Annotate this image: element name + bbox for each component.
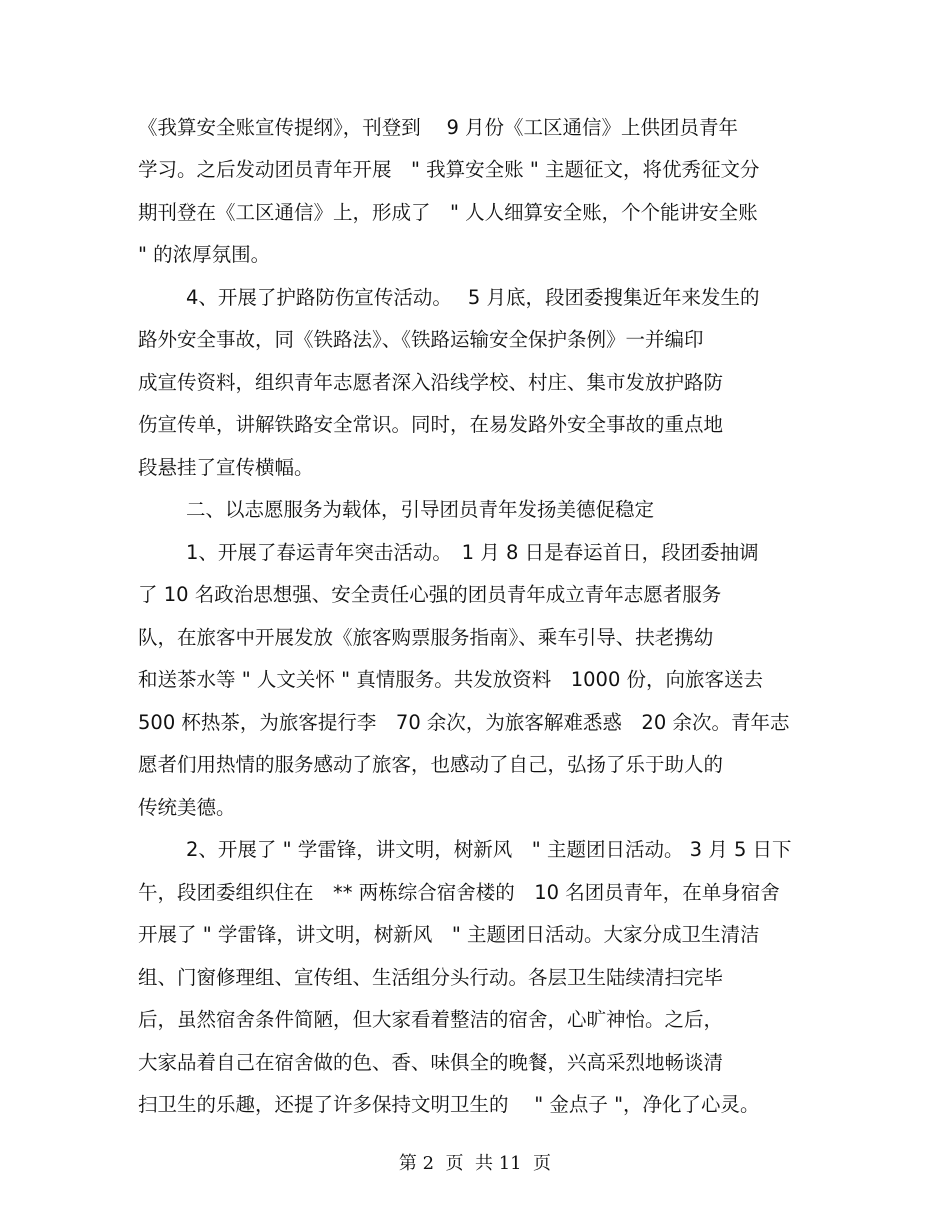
- body-line: 了 10 名政治思想强、安全责任心强的团员青年成立青年志愿者服务: [138, 583, 722, 606]
- body-line: 传统美德。: [138, 796, 236, 819]
- page-footer: 第 2 页 共 11 页: [398, 1153, 552, 1174]
- body-line: 1、开展了春运青年突击活动。 1 月 8 日是春运首日，段团委抽调: [186, 541, 759, 564]
- body-line: " 的浓厚氛围。: [138, 243, 271, 266]
- body-line: 2、开展了 " 学雷锋，讲文明，树新风 " 主题团日活动。 3 月 5 日下: [186, 838, 792, 861]
- body-line: 路外安全事故，同《铁路法》、《铁路运输安全保护条例》一并编印: [138, 328, 704, 351]
- body-line: 500 杯热茶，为旅客提行李 70 余次，为旅客解难悉惑 20 余次。青年志: [138, 711, 790, 734]
- body-line: 《我算安全账宣传提纲》，刊登到 9 月份《工区通信》上供团员青年: [138, 116, 739, 139]
- body-line: 开展了 " 学雷锋，讲文明，树新风 " 主题团日活动。大家分成卫生清洁: [138, 923, 760, 946]
- body-line: 愿者们用热情的服务感动了旅客，也感动了自己，弘扬了乐于助人的: [138, 753, 724, 776]
- body-line: 学习。之后发动团员青年开展 " 我算安全账 " 主题征文，将优秀征文分: [138, 158, 760, 181]
- body-line: 午，段团委组织住在 ** 两栋综合宿舍楼的 10 名团员青年，在单身宿舍: [138, 881, 780, 904]
- body-line: 段悬挂了宣传横幅。: [138, 456, 314, 479]
- body-line: 和送茶水等 " 人文关怀 " 真情服务。共发放资料 1000 份，向旅客送去: [138, 668, 764, 691]
- section-heading: 二、以志愿服务为载体，引导团员青年发扬美德促稳定: [186, 498, 655, 521]
- body-line: 大家品着自己在宿舍做的色、香、味俱全的晚餐，兴高采烈地畅谈清: [138, 1051, 724, 1074]
- body-line: 队，在旅客中开展发放《旅客购票服务指南》、乘车引导、扶老携幼: [138, 626, 714, 649]
- body-line: 后，虽然宿舍条件简陋，但大家看着整洁的宿舍，心旷神怡。之后，: [138, 1008, 724, 1031]
- body-line: 组、门窗修理组、宣传组、生活组分头行动。各层卫生陆续清扫完毕: [138, 966, 724, 989]
- body-line: 期刊登在《工区通信》上，形成了 " 人人细算安全账，个个能讲安全账: [138, 201, 758, 224]
- body-line: 扫卫生的乐趣，还提了许多保持文明卫生的 " 金点子 "，净化了心灵。: [138, 1093, 760, 1116]
- body-line: 成宣传资料，组织青年志愿者深入沿线学校、村庄、集市发放护路防: [138, 371, 724, 394]
- body-line: 4、开展了护路防伤宣传活动。 5 月底，段团委搜集近年来发生的: [186, 286, 760, 309]
- body-line: 伤宣传单，讲解铁路安全常识。同时，在易发路外安全事故的重点地: [138, 413, 724, 436]
